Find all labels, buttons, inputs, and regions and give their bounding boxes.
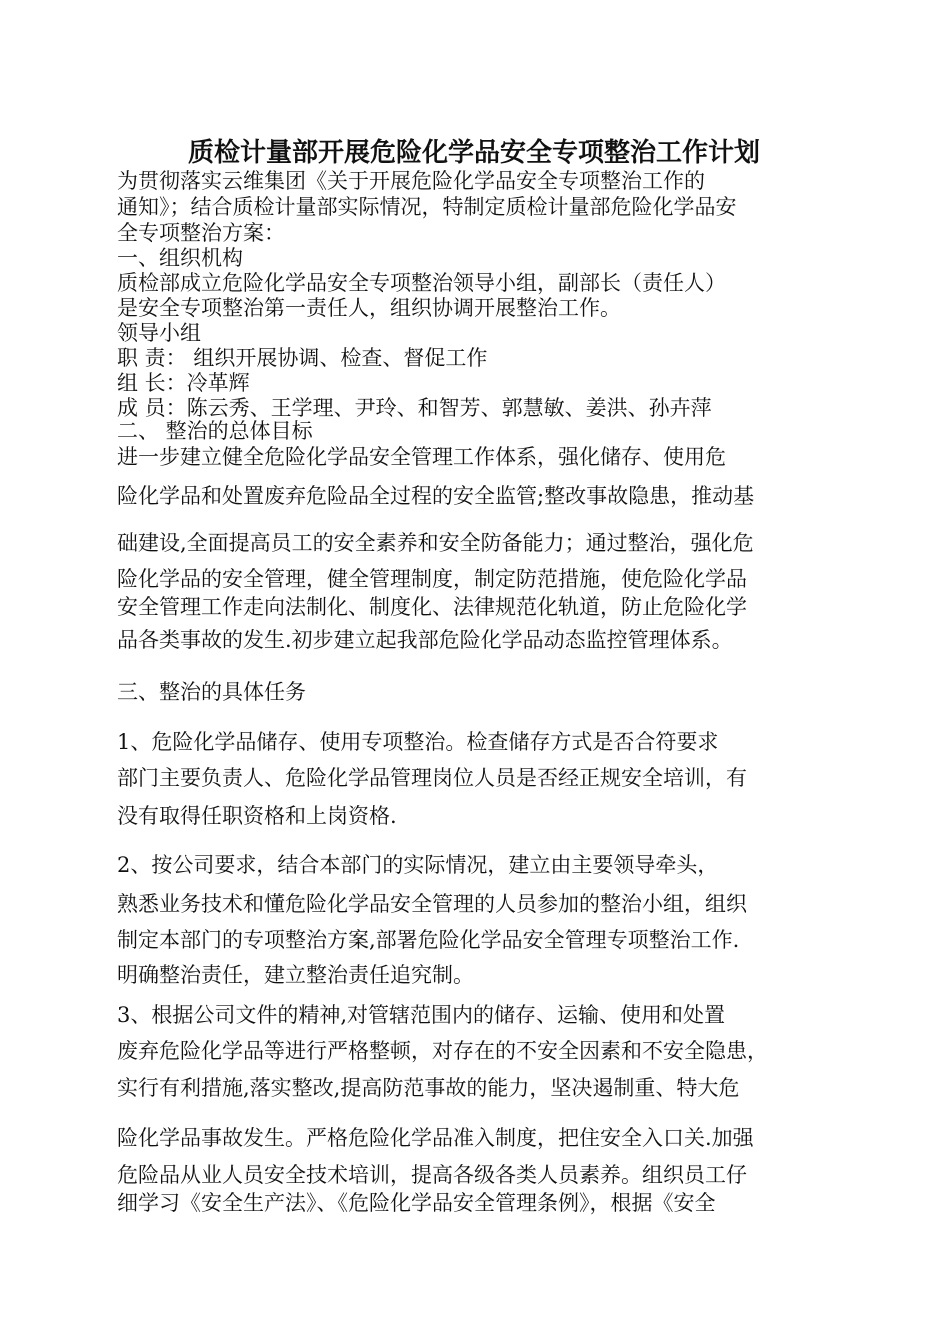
text-line: 品各类事故的发生.初步建立起我部危险化学品动态监控管理体系。 xyxy=(117,628,733,652)
text-line: 进一步建立健全危险化学品安全管理工作体系，强化储存、使用危 xyxy=(117,445,726,469)
text-line: 础建设,全面提高员工的安全素养和安全防备能力；通过整治，强化危 xyxy=(117,531,754,555)
section-heading: 二、 整治的总体目标 xyxy=(117,419,313,443)
text-line: 险化学品的安全管理，健全管理制度，制定防范措施，使危险化学品 xyxy=(117,567,747,591)
text-line: 熟悉业务技术和懂危险化学品安全管理的人员参加的整治小组，组织 xyxy=(117,892,747,916)
text-line: 明确整治责任，建立整治责任追究制。 xyxy=(117,963,474,987)
text-line: 是安全专项整治第一责任人，组织协调开展整治工作。 xyxy=(117,296,621,320)
text-line: 险化学品和处置废弃危险品全过程的安全监管;整改事故隐患，推动基 xyxy=(117,484,755,508)
text-line: 通知》；结合质检计量部实际情况，特制定质检计量部危险化学品安 xyxy=(117,195,737,219)
text-line: 危险品从业人员安全技术培训，提高各级各类人员素养。组织员工仔 xyxy=(117,1163,747,1187)
text-line: 细学习《安全生产法》、《危险化学品安全管理条例》，根据《安全 xyxy=(117,1191,716,1215)
text-line: 组 长：冷革辉 xyxy=(117,371,250,395)
text-line: 险化学品事故发生。严格危险化学品准入制度，把住安全入口关.加强 xyxy=(117,1126,754,1150)
text-line: 为贯彻落实云维集团《关于开展危险化学品安全专项整治工作的 xyxy=(117,169,705,193)
text-line: 3、根据公司文件的精神,对管辖范围内的储存、运输、使用和处置 xyxy=(117,1003,726,1027)
text-line: 废弃危险化学品等进行严格整顿，对存在的不安全因素和不安全隐患， xyxy=(117,1039,768,1063)
text-line: 制定本部门的专项整治方案,部署危险化学品安全管理专项整治工作. xyxy=(117,928,740,952)
text-line: 质检部成立危险化学品安全专项整治领导小组，副部长（责任人） xyxy=(117,271,726,295)
document-title: 质检计量部开展危险化学品安全专项整治工作计划 xyxy=(188,138,761,168)
section-heading: 一、组织机构 xyxy=(117,246,243,270)
section-heading: 三、整治的具体任务 xyxy=(117,680,306,704)
text-line: 没有取得任职资格和上岗资格. xyxy=(117,804,397,828)
text-line: 部门主要负责人、危险化学品管理岗位人员是否经正规安全培训，有 xyxy=(117,766,747,790)
text-line: 成 员：陈云秀、王学理、尹玲、和智芳、郭慧敏、姜洪、孙卉萍 xyxy=(117,396,712,420)
text-line: 1、危险化学品储存、使用专项整治。检查储存方式是否合符要求 xyxy=(117,730,719,754)
text-line: 安全管理工作走向法制化、制度化、法律规范化轨道，防止危险化学 xyxy=(117,595,747,619)
text-line: 领导小组 xyxy=(117,321,201,345)
text-line: 2、按公司要求，结合本部门的实际情况，建立由主要领导牵头， xyxy=(117,853,719,877)
text-line: 实行有利措施,落实整改,提高防范事故的能力，坚决遏制重、特大危 xyxy=(117,1076,740,1100)
text-line: 职 责： 组织开展协调、检查、督促工作 xyxy=(117,346,488,370)
text-line: 全专项整治方案： xyxy=(117,221,285,245)
